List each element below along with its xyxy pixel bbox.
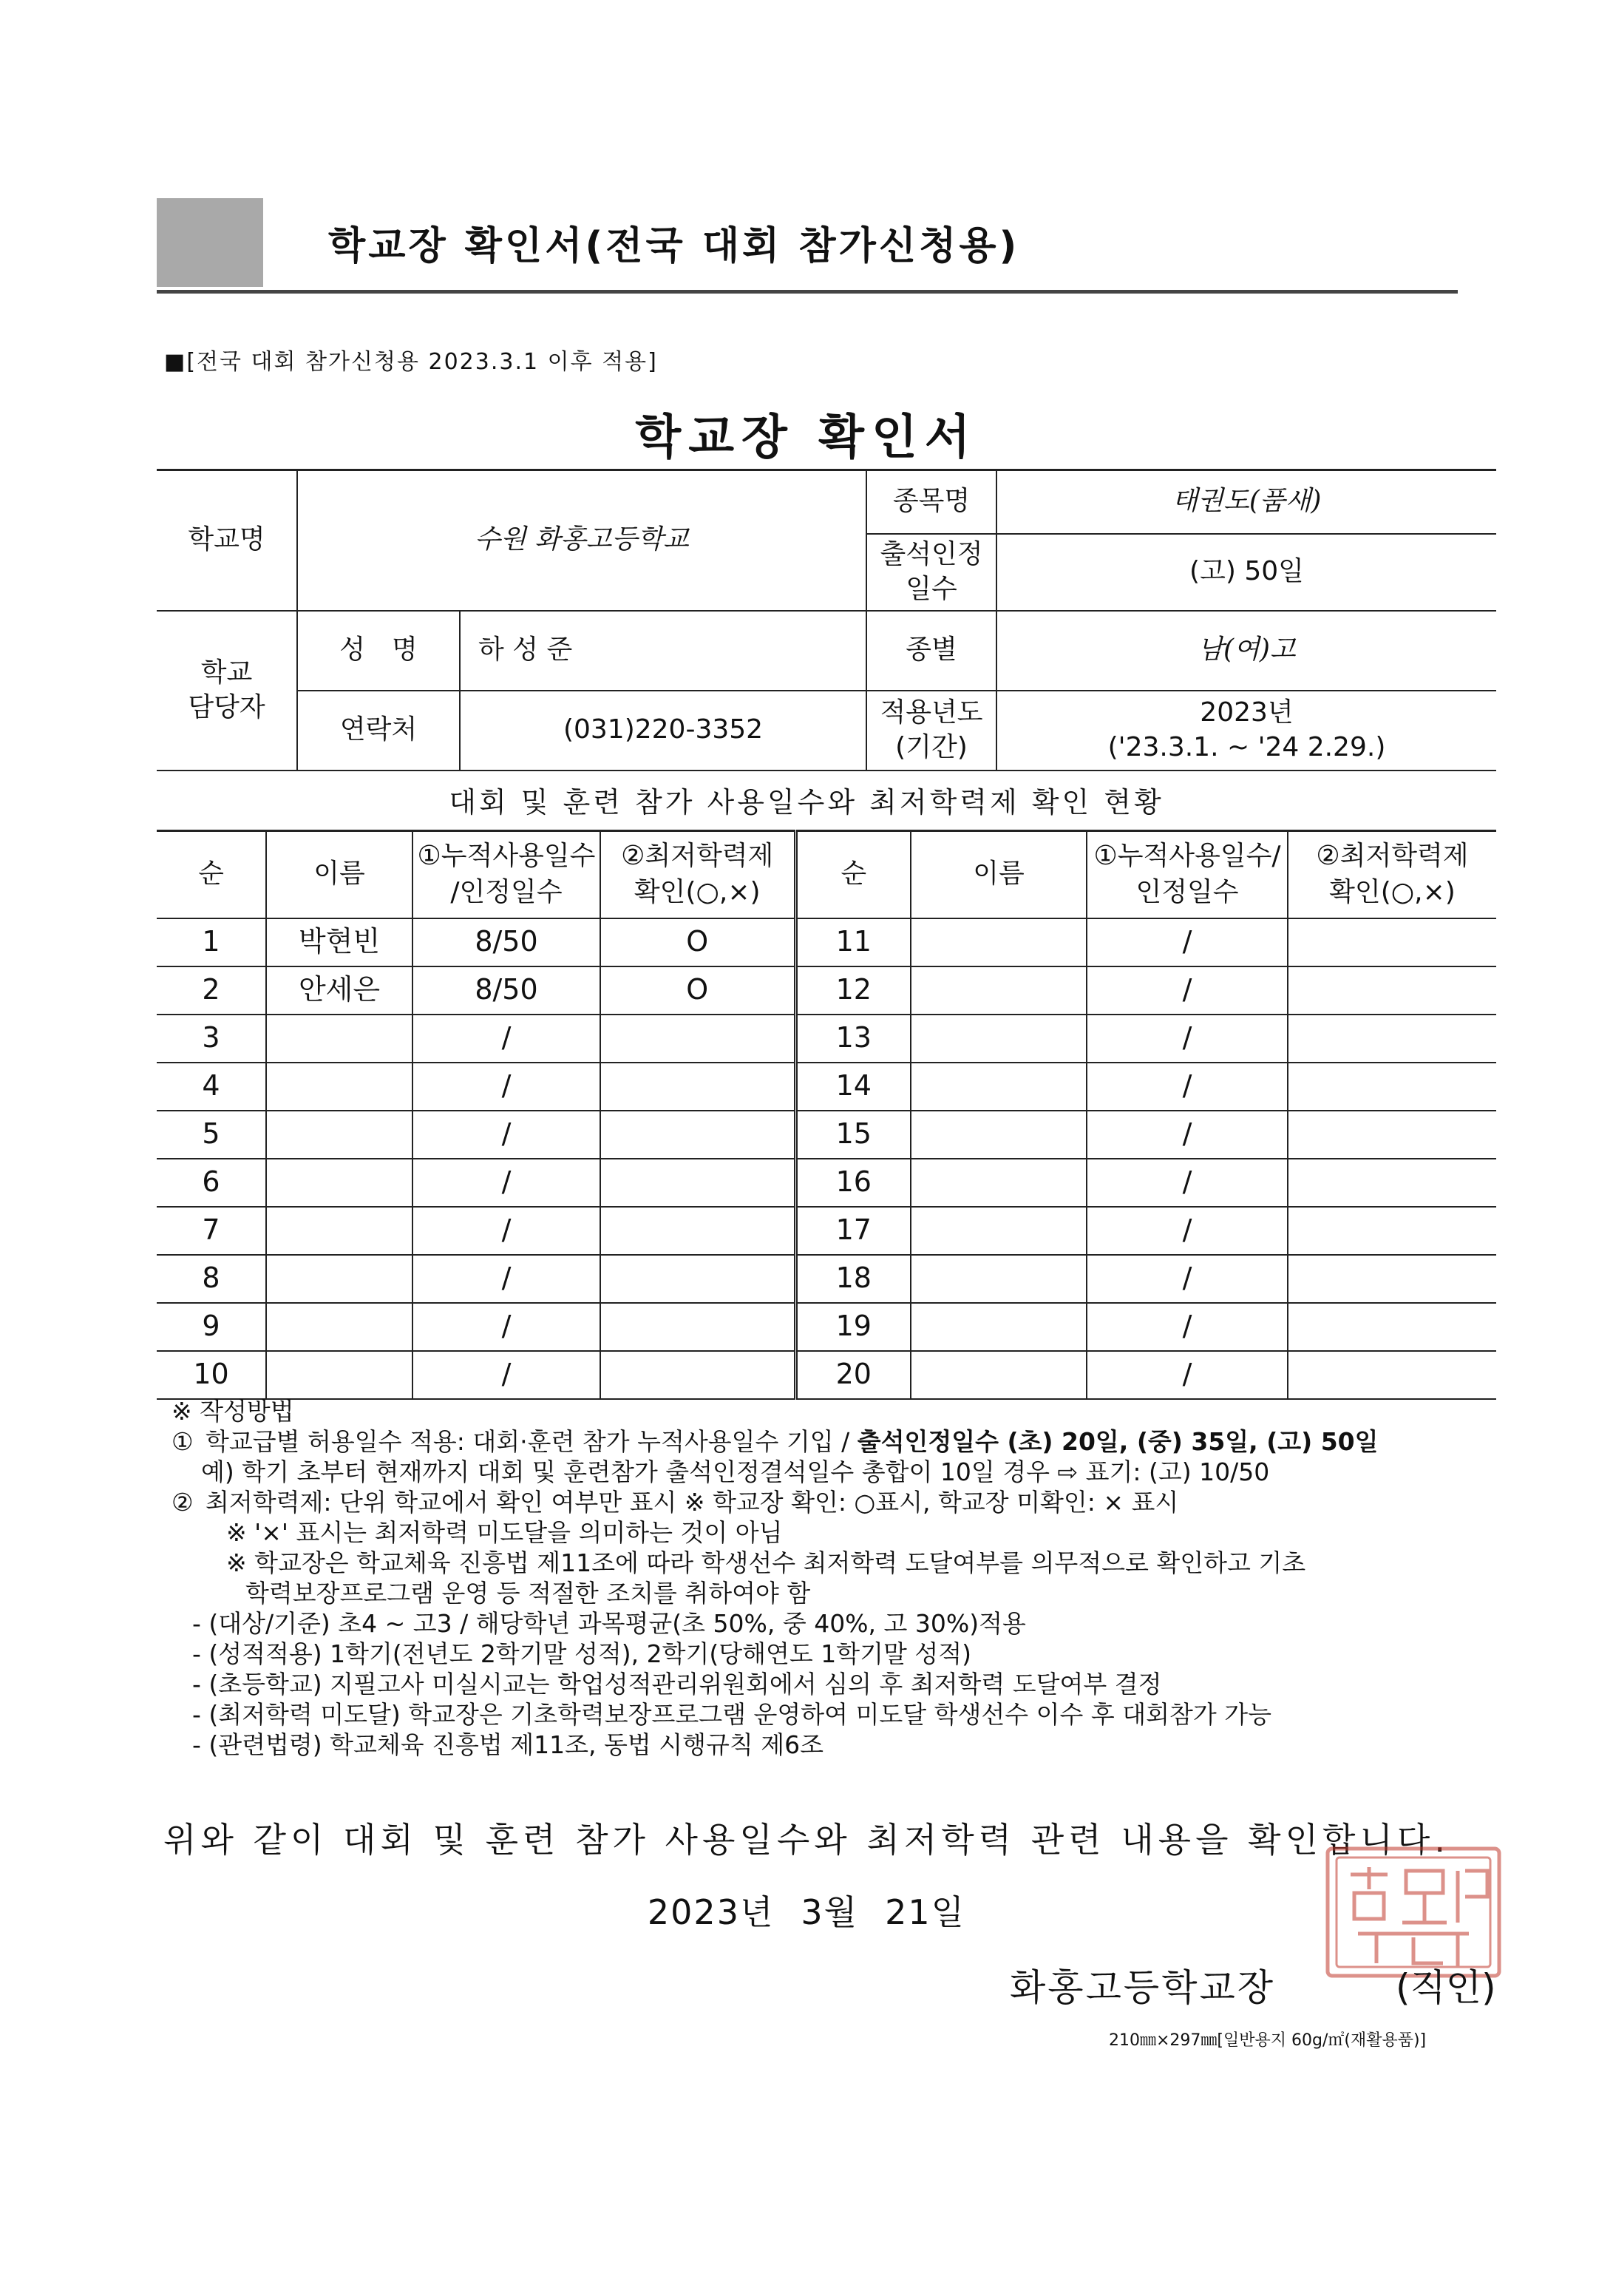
row-name: 박현빈: [266, 918, 412, 966]
confirmation-statement: 위와 같이 대회 및 훈련 참가 사용일수와 최저학력 관련 내용을 확인합니다.: [163, 1820, 1450, 1860]
detail-legal-basis: - (관련법령) 학교체육 진흥법 제11조, 동법 시행규칙 제6조: [192, 1730, 824, 1759]
contact-person-label: 학교 담당자: [157, 611, 297, 771]
name-label: 성 명: [297, 611, 460, 691]
row-days: /: [1087, 1303, 1288, 1351]
table-row: [157, 1111, 1496, 1159]
phone-value: (031)220-3352: [460, 691, 866, 771]
row-num: 9: [157, 1303, 266, 1351]
roster-table: [157, 830, 1496, 1400]
table-row: [157, 1351, 1496, 1399]
year-period: ('23.3.1. ~ '24 2.29.): [1107, 731, 1386, 762]
row-check: [600, 1015, 795, 1063]
row-num: 2: [157, 966, 266, 1015]
row-days: /: [412, 1303, 600, 1351]
principal-title: 화홍고등학교장: [1010, 1966, 1276, 2009]
instruction-2-sub2-cont: 학력보장프로그램 운영 등 적절한 조치를 취하여야 함: [245, 1579, 811, 1608]
row-check: [1288, 1351, 1496, 1399]
applicability-note: ■[전국 대회 참가신청용 2023.3.1 이후 적용]: [164, 349, 658, 375]
header-check: ②최저학력제 확인(○,×): [1288, 831, 1496, 918]
row-name: [911, 1159, 1087, 1207]
instruction-1-text: 학교급별 허용일수 적용: 대회·훈련 참가 누적사용일수 기입 /: [206, 1427, 858, 1456]
detail-below-minimum: - (최저학력 미도달) 학교장은 기초학력보장프로그램 운영하여 미도달 학생선수 이수 후 대회참가 가능: [192, 1700, 1272, 1729]
row-days: /: [412, 1159, 600, 1207]
instruction-2: [172, 1487, 1517, 1517]
table-row: [157, 966, 1496, 1015]
paper-spec: 210㎜×297㎜[일반용지 60g/㎡(재활용품)]: [1109, 2031, 1427, 2050]
row-name: [911, 966, 1087, 1015]
row-name: [266, 1255, 412, 1303]
instruction-2-sub1: ※ '×' 표시는 최저학력 미도달을 의미하는 것이 아님: [226, 1518, 783, 1547]
header-num: 순: [157, 831, 266, 918]
instruction-1-bold: 출석인정일수 (초) 20일, (중) 35일, (고) 50일: [857, 1427, 1379, 1456]
row-days: /: [1087, 1015, 1288, 1063]
row-name: [266, 1303, 412, 1351]
row-check: [1288, 1207, 1496, 1255]
date-year: 2023년: [647, 1892, 775, 1932]
phone-label: 연락처: [297, 691, 460, 771]
row-num: 18: [795, 1255, 911, 1303]
row-num: 7: [157, 1207, 266, 1255]
row-name: [911, 918, 1087, 966]
category-value: 남(여)고: [996, 611, 1496, 691]
year-cell: [996, 691, 1496, 771]
name-value: 하 성 준: [460, 611, 866, 691]
header-days: ①누적사용일수/ 인정일수: [1087, 831, 1288, 918]
row-days: /: [1087, 966, 1288, 1015]
detail-target: - (대상/기준) 초4 ~ 고3 / 해당학년 과목평균(초 50%, 중 40%, 고 30%)적용: [192, 1609, 1026, 1638]
row-num: 11: [795, 918, 911, 966]
instruction-2-sub2: ※ 학교장은 학교체육 진흥법 제11조에 따라 학생선수 최저학력 도달여부를 의무적으로 확인하고 기초: [226, 1548, 1306, 1577]
row-num: 5: [157, 1111, 266, 1159]
row-days: /: [412, 1207, 600, 1255]
row-check: [600, 1207, 795, 1255]
table-row: [157, 1063, 1496, 1111]
date-month: 3월: [801, 1892, 859, 1932]
row-name: [266, 1111, 412, 1159]
row-check: O: [600, 966, 795, 1015]
header-days: ①누적사용일수 /인정일수: [412, 831, 600, 918]
row-check: [600, 1111, 795, 1159]
row-num: 1: [157, 918, 266, 966]
row-check: [1288, 1111, 1496, 1159]
row-check: O: [600, 918, 795, 966]
row-num: 10: [157, 1351, 266, 1399]
row-num: 19: [795, 1303, 911, 1351]
row-check: [600, 1255, 795, 1303]
table-row: [157, 918, 1496, 966]
instruction-1: [172, 1426, 1517, 1457]
attendance-days-value: (고) 50일: [996, 534, 1496, 611]
row-days: /: [412, 1063, 600, 1111]
row-days: /: [1087, 1063, 1288, 1111]
row-days: /: [1087, 1159, 1288, 1207]
year-label: 적용년도 (기간): [866, 691, 996, 771]
detail-elementary: - (초등학교) 지필고사 미실시교는 학업성적관리위원회에서 심의 후 최저학력 도달여부 결정: [192, 1670, 1162, 1699]
row-days: /: [412, 1351, 600, 1399]
row-name: [266, 1015, 412, 1063]
row-check: [600, 1159, 795, 1207]
banner-underline: [157, 290, 1458, 294]
row-name: [911, 1351, 1087, 1399]
row-days: /: [412, 1015, 600, 1063]
row-check: [1288, 1159, 1496, 1207]
row-check: [600, 1303, 795, 1351]
row-days: /: [1087, 1255, 1288, 1303]
row-check: [1288, 918, 1496, 966]
row-num: 16: [795, 1159, 911, 1207]
sport-label: 종목명: [866, 470, 996, 534]
row-num: 20: [795, 1351, 911, 1399]
row-name: [911, 1255, 1087, 1303]
detail-grades: - (성적적용) 1학기(전년도 2학기말 성적), 2학기(당해연도 1학기말 성적): [192, 1639, 972, 1668]
form-banner: [157, 198, 1458, 287]
instruction-2-text: 최저학력제: 단위 학교에서 확인 여부만 표시 ※ 학교장 확인: ○표시, 학교장 미확인: × 표시: [206, 1488, 1179, 1517]
form-title: 학교장 확인서(전국 대회 참가신청용): [328, 224, 1020, 268]
row-name: [911, 1063, 1087, 1111]
header-name: 이름: [911, 831, 1087, 918]
row-num: 12: [795, 966, 911, 1015]
row-days: 8/50: [412, 966, 600, 1015]
row-check: [1288, 1015, 1496, 1063]
row-check: [1288, 966, 1496, 1015]
table-row: [157, 1255, 1496, 1303]
school-name-value: 수원 화홍고등학교: [297, 470, 866, 611]
category-label: 종별: [866, 611, 996, 691]
instruction-1-example: 예) 학기 초부터 현재까지 대회 및 훈련참가 출석인정결석일수 총합이 10일 경우 ⇨ 표기: (고) 10/50: [201, 1457, 1270, 1486]
row-check: [600, 1063, 795, 1111]
row-check: [600, 1351, 795, 1399]
row-days: /: [1087, 1111, 1288, 1159]
document-title: 학교장 확인서: [635, 410, 978, 465]
date-day: 21일: [885, 1892, 966, 1932]
row-check: [1288, 1255, 1496, 1303]
row-name: [266, 1207, 412, 1255]
row-name: [266, 1351, 412, 1399]
row-name: [911, 1015, 1087, 1063]
row-num: 17: [795, 1207, 911, 1255]
row-days: /: [1087, 918, 1288, 966]
table-row: [157, 1015, 1496, 1063]
row-name: [266, 1063, 412, 1111]
table-row: [157, 1303, 1496, 1351]
row-days: /: [412, 1255, 600, 1303]
row-name: [911, 1111, 1087, 1159]
instructions-heading: ※ 작성방법: [172, 1397, 294, 1426]
seal-label: (직인): [1396, 1966, 1496, 2009]
header-num: 순: [795, 831, 911, 918]
instruction-1-number: ①: [172, 1427, 194, 1456]
row-num: 6: [157, 1159, 266, 1207]
table-row: [157, 1207, 1496, 1255]
row-name: [911, 1303, 1087, 1351]
sport-value: 태권도(품새): [996, 470, 1496, 534]
year-value: 2023년: [1200, 697, 1294, 728]
row-check: [1288, 1063, 1496, 1111]
header-check: ②최저학력제 확인(○,×): [600, 831, 795, 918]
row-check: [1288, 1303, 1496, 1351]
instruction-2-number: ②: [172, 1488, 194, 1517]
row-num: 13: [795, 1015, 911, 1063]
row-num: 4: [157, 1063, 266, 1111]
banner-gray-block: [157, 198, 263, 287]
row-name: 안세은: [266, 966, 412, 1015]
school-name-label: 학교명: [157, 470, 297, 611]
row-num: 8: [157, 1255, 266, 1303]
row-name: [266, 1159, 412, 1207]
row-days: /: [412, 1111, 600, 1159]
header-name: 이름: [266, 831, 412, 918]
row-days: 8/50: [412, 918, 600, 966]
table-row: [157, 1159, 1496, 1207]
attendance-days-label: 출석인정 일수: [866, 534, 996, 611]
row-num: 14: [795, 1063, 911, 1111]
row-days: /: [1087, 1207, 1288, 1255]
school-info-table: [157, 469, 1496, 771]
roster-section-title: 대회 및 훈련 참가 사용일수와 최저학력제 확인 현황: [449, 786, 1164, 819]
instructions: [172, 1396, 1517, 1760]
row-num: 15: [795, 1111, 911, 1159]
row-days: /: [1087, 1351, 1288, 1399]
row-num: 3: [157, 1015, 266, 1063]
row-name: [911, 1207, 1087, 1255]
